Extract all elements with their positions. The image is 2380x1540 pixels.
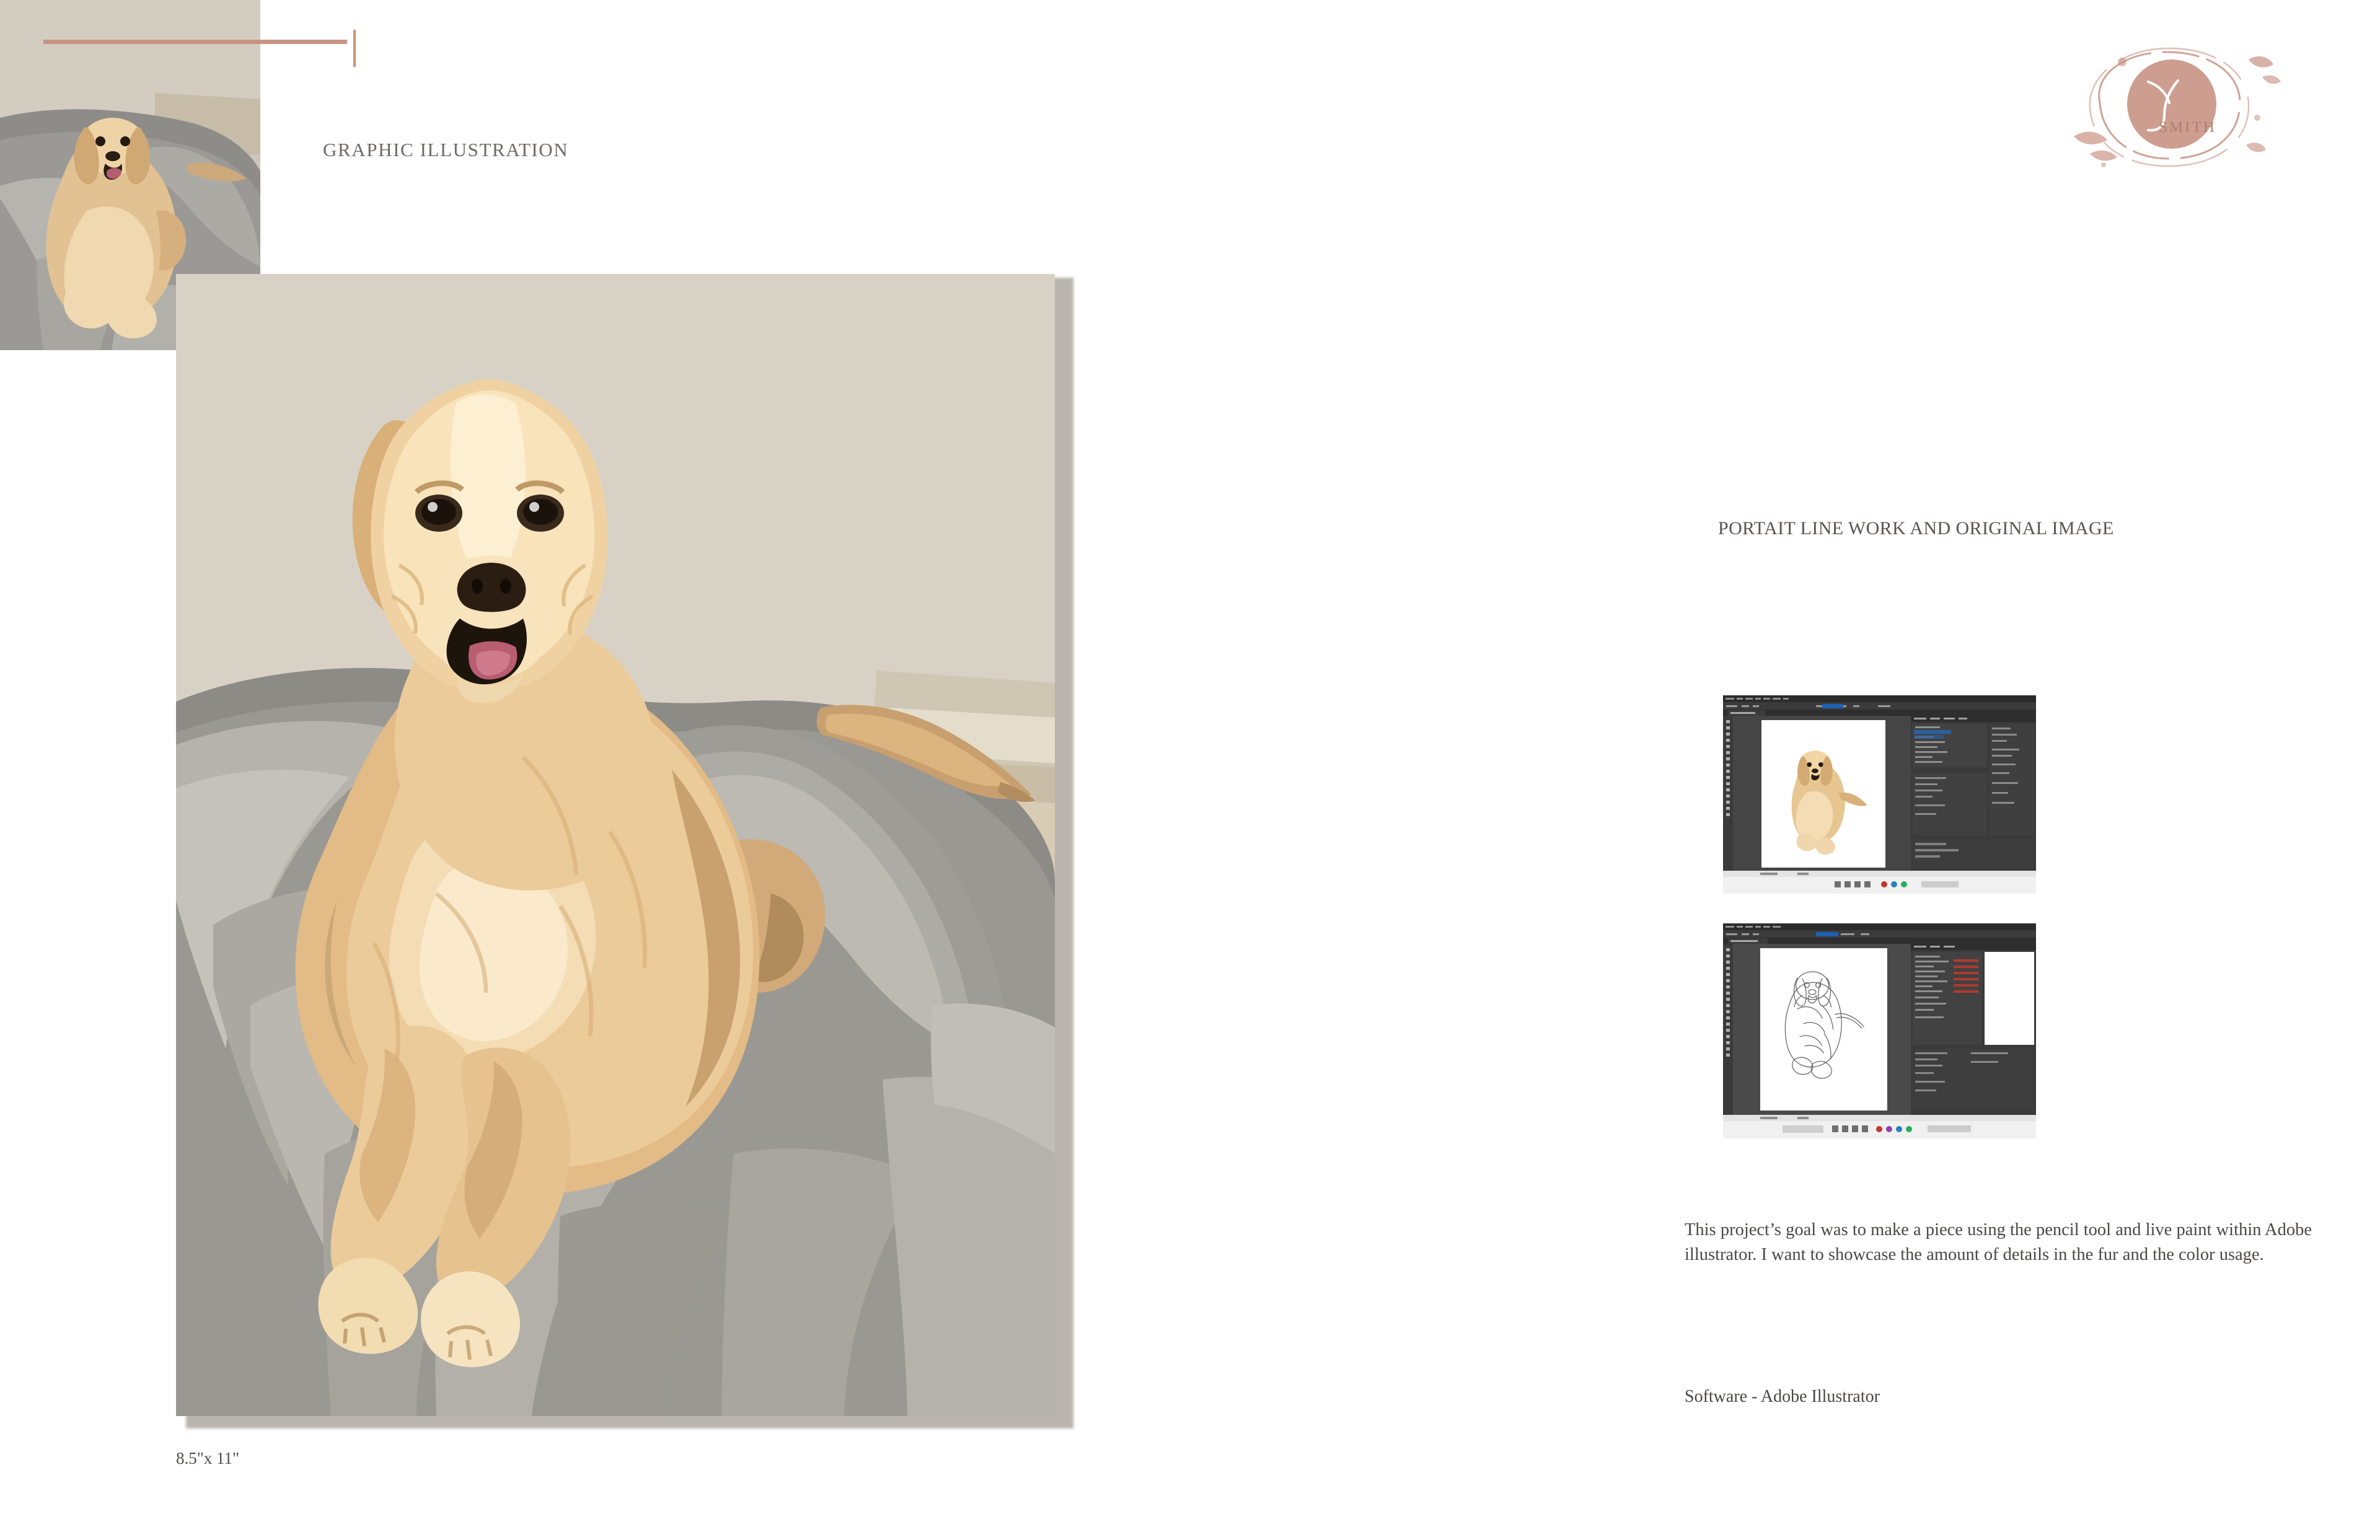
software-note: Software - Adobe Illustrator	[1685, 1387, 1880, 1406]
illustrator-line-work-screenshot	[1723, 923, 2036, 1138]
right-column-heading: PORTAIT LINE WORK AND ORIGINAL IMAGE	[1718, 518, 2114, 539]
page-title: GRAPHIC ILLUSTRATION	[323, 139, 569, 161]
top-decorative-rule	[43, 30, 347, 55]
artwork-size-caption: 8.5"x 11"	[176, 1449, 240, 1467]
logo-stamp	[2063, 43, 2286, 186]
vector-illustration-artwork	[176, 274, 1055, 1416]
project-description: This project’s goal was to make a piece using the pencil tool and live paint within Adobe illustrator. I want to showcase the amount of details in the fur and the color usage.	[1685, 1220, 2312, 1265]
vertical-tick	[353, 30, 356, 67]
illustrator-vector-color-screenshot	[1723, 695, 2036, 894]
horizontal-rule	[43, 40, 347, 44]
logo-monogram-text: SMITH	[2159, 119, 2216, 136]
